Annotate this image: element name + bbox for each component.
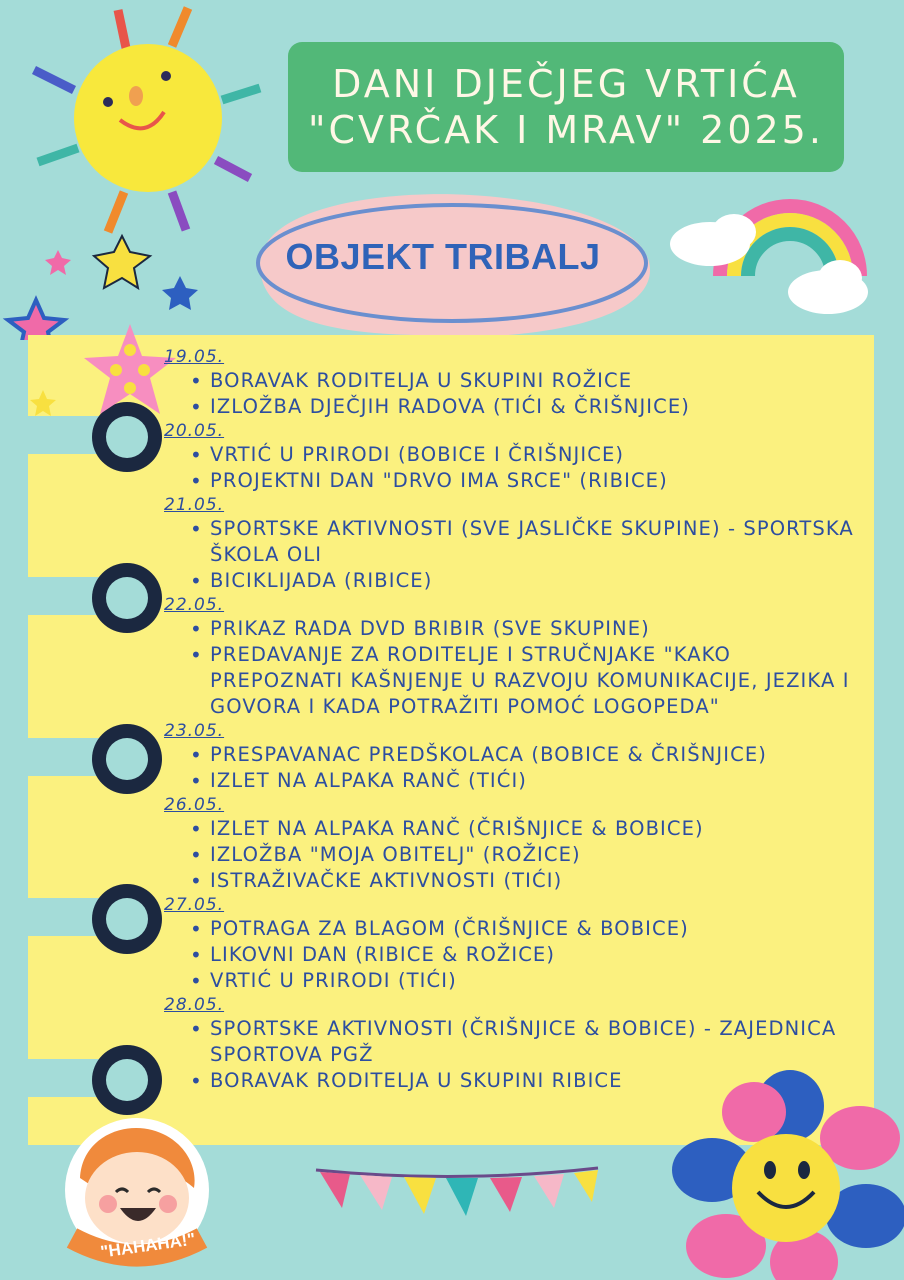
bunting-flags xyxy=(312,1162,602,1232)
spiral-ring xyxy=(92,563,162,633)
schedule-date: 27.05. xyxy=(164,895,225,915)
schedule-item: • SPORTSKE AKTIVNOSTI (SVE JASLIČKE SKUPINE) - SPORTSKA ŠKOLA OLI xyxy=(164,516,869,568)
schedule-item: • PRESPAVANAC PREDŠKOLACA (BOBICE & ČRIŠNJICE) xyxy=(164,742,869,768)
schedule-day xyxy=(164,420,869,494)
schedule-day xyxy=(164,794,869,894)
schedule-date: 22.05. xyxy=(164,595,225,615)
schedule-item: • PRIKAZ RADA DVD BRIBIR (SVE SKUPINE) xyxy=(164,616,869,642)
spiral-ring xyxy=(92,724,162,794)
schedule-item: • SPORTSKE AKTIVNOSTI (ČRIŠNJICE & BOBICE) - ZAJEDNICA SPORTOVA PGŽ xyxy=(164,1016,869,1068)
event-title-banner xyxy=(288,42,844,172)
schedule-date: 26.05. xyxy=(164,795,225,815)
schedule-day xyxy=(164,346,869,420)
schedule-list xyxy=(164,346,869,1094)
schedule-item: • PREDAVANJE ZA RODITELJE I STRUČNJAKE "KAKO PREPOZNATI KAŠNJENJE U RAZVOJU KOMUNIKACIJE, JEZIKA I GOVORA I KADA POTRAŽITI POMOĆ LOGOPEDA" xyxy=(164,642,869,720)
event-title-line1: DANI DJEČJEG VRTIĆA xyxy=(332,62,800,106)
spiral-ring xyxy=(92,884,162,954)
schedule-date: 19.05. xyxy=(164,347,225,367)
schedule-date: 20.05. xyxy=(164,421,225,441)
schedule-day xyxy=(164,894,869,994)
schedule-item: • ISTRAŽIVAČKE AKTIVNOSTI (TIĆI) xyxy=(164,868,869,894)
schedule-item: • IZLOŽBA DJEČJIH RADOVA (TIĆI & ČRIŠNJICE) xyxy=(164,394,869,420)
schedule-day xyxy=(164,594,869,720)
schedule-item: • IZLET NA ALPAKA RANČ (TIĆI) xyxy=(164,768,869,794)
star-icon xyxy=(28,388,58,418)
schedule-date: 21.05. xyxy=(164,495,225,515)
schedule-item: • IZLOŽBA "MOJA OBITELJ" (ROŽICE) xyxy=(164,842,869,868)
spiral-ring xyxy=(92,1045,162,1115)
schedule-item: • PROJEKTNI DAN "DRVO IMA SRCE" (RIBICE) xyxy=(164,468,869,494)
schedule-item: • VRTIĆ U PRIRODI (BOBICE I ČRIŠNJICE) xyxy=(164,442,869,468)
schedule-item: • BICIKLIJADA (RIBICE) xyxy=(164,568,869,594)
smiling-flower-illustration xyxy=(664,1066,904,1280)
schedule-item: • VRTIĆ U PRIRODI (TIĆI) xyxy=(164,968,869,994)
schedule-day xyxy=(164,494,869,594)
schedule-item: • BORAVAK RODITELJA U SKUPINI RIBICE xyxy=(164,1068,869,1094)
schedule-item: • BORAVAK RODITELJA U SKUPINI ROŽICE xyxy=(164,368,869,394)
location-heading: OBJEKT TRIBALJ xyxy=(285,236,601,277)
schedule-item: • LIKOVNI DAN (RIBICE & ROŽICE) xyxy=(164,942,869,968)
sticker-caption: "HAHAHA!" xyxy=(99,1229,197,1262)
schedule-item: • POTRAGA ZA BLAGOM (ČRIŠNJICE & BOBICE) xyxy=(164,916,869,942)
schedule-item: • IZLET NA ALPAKA RANČ (ČRIŠNJICE & BOBICE) xyxy=(164,816,869,842)
schedule-date: 28.05. xyxy=(164,995,225,1015)
schedule-date: 23.05. xyxy=(164,721,225,741)
event-title-line2: "CVRČAK I MRAV" 2025. xyxy=(308,108,824,152)
rainbow-illustration xyxy=(660,176,870,326)
schedule-day xyxy=(164,720,869,794)
